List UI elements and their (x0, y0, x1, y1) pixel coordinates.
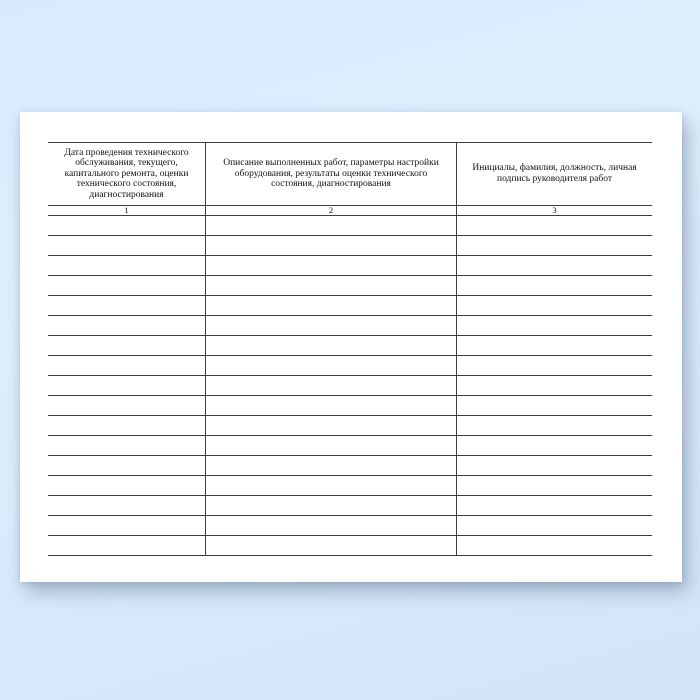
table-cell (456, 456, 652, 475)
table-row (48, 296, 652, 316)
table-cell (456, 336, 652, 355)
table-cell (456, 216, 652, 235)
table-cell (48, 416, 205, 435)
table-column-number-row (48, 206, 652, 216)
table-cell (48, 456, 205, 475)
table-cell (48, 276, 205, 295)
table-cell (456, 536, 652, 555)
table-row (48, 416, 652, 436)
table-cell (456, 436, 652, 455)
table-cell (48, 356, 205, 375)
document-page (20, 112, 682, 582)
column-header-date: Дата проведения технического обслуживания, текущего, капитального ремонта, оценки технического состояния, диагностирования (64, 147, 189, 200)
table-cell (456, 356, 652, 375)
table-header-row (48, 143, 652, 206)
table-cell (205, 436, 456, 455)
table-cell (48, 396, 205, 415)
table-row (48, 496, 652, 516)
table-cell (456, 416, 652, 435)
column-number-1: 1 (124, 205, 129, 215)
maintenance-log-table (48, 142, 652, 556)
table-cell (205, 536, 456, 555)
column-number-3: 3 (456, 206, 652, 215)
table-cell (205, 216, 456, 235)
table-cell (456, 256, 652, 275)
table-cell (48, 476, 205, 495)
table-cell (205, 256, 456, 275)
table-row (48, 236, 652, 256)
table-row (48, 276, 652, 296)
table-cell (48, 376, 205, 395)
table-cell (48, 316, 205, 335)
table-cell (48, 536, 205, 555)
table-row (48, 316, 652, 336)
table-cell (205, 236, 456, 255)
table-cell (456, 496, 652, 515)
table-cell (205, 516, 456, 535)
table-cell (205, 496, 456, 515)
table-cell (456, 396, 652, 415)
table-cell (205, 356, 456, 375)
table-cell (48, 496, 205, 515)
table-cell (456, 376, 652, 395)
table-cell (48, 516, 205, 535)
table-row (48, 356, 652, 376)
table-row (48, 516, 652, 536)
table-cell (48, 436, 205, 455)
table-cell (456, 316, 652, 335)
table-cell (456, 236, 652, 255)
table-row (48, 376, 652, 396)
table-cell (456, 476, 652, 495)
table-cell (205, 316, 456, 335)
table-cell (456, 516, 652, 535)
table-row (48, 436, 652, 456)
table-cell (205, 376, 456, 395)
table-cell (205, 336, 456, 355)
table-row (48, 536, 652, 556)
column-header-work-description: Описание выполненных работ, параметры настройки оборудования, результаты оценки технического состояния, диагностирования (205, 143, 456, 205)
table-cell (205, 276, 456, 295)
table-cell (205, 396, 456, 415)
table-row (48, 216, 652, 236)
table-row (48, 256, 652, 276)
column-number-2: 2 (205, 206, 456, 215)
table-cell (205, 416, 456, 435)
table-cell (205, 476, 456, 495)
table-cell (48, 236, 205, 255)
table-cell (48, 256, 205, 275)
table-cell (456, 276, 652, 295)
table-cell (456, 296, 652, 315)
table-cell (48, 336, 205, 355)
table-row (48, 456, 652, 476)
table-body (48, 216, 652, 556)
table-cell (48, 216, 205, 235)
table-row (48, 336, 652, 356)
table-cell (48, 296, 205, 315)
table-cell (205, 296, 456, 315)
column-header-signature: Инициалы, фамилия, должность, личная подпись руководителя работ (456, 143, 652, 205)
table-cell (205, 456, 456, 475)
table-row (48, 396, 652, 416)
table-row (48, 476, 652, 496)
